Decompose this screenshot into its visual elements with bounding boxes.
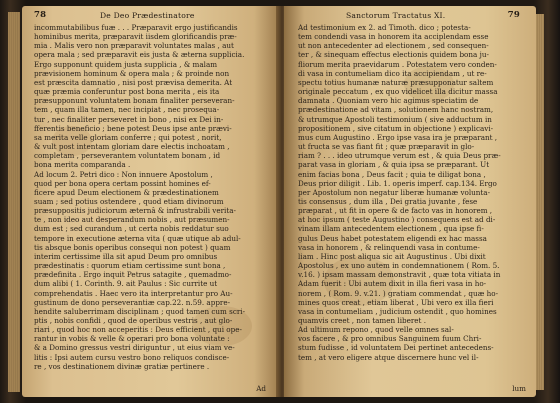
text-line: opera mala ; sed præparavit eis justa & æterna supplicia. (34, 50, 245, 60)
text-line: ptis , nobis confidi , quod de operibus vestris , aut glo- (34, 316, 233, 325)
text-line: norem , ( Rom. 9. v.21. ) gratiam commendat , quæ ho- (298, 288, 499, 298)
text-line: mus cum Augustino . Ergo ipse vasa ira je præparant , (298, 132, 498, 142)
text-line: mia . Malis vero non præparavit voluntates malas , aut (34, 41, 234, 51)
text-line: & a Domino gressus vestri diriguntur , ut eius viam ve- (34, 343, 235, 353)
text-line: gustinum de dono perseverantiæ cap.22. n.59. appre- (34, 297, 231, 307)
text-line: litis : Ipsi autem cursu vestro bono reliquos condisce- (34, 352, 230, 362)
text-line: completam , perseverantem voluntatem bonam , id (34, 151, 221, 161)
right-running-head (296, 10, 526, 22)
text-line: per Apostolum non negatur liberæ humanæ volunta- (298, 187, 491, 197)
text-line: damnata . Quoniam vero hic agimus speciatim de (298, 96, 479, 106)
text-line: prædefinita . Ergo inquit Petrus satagite , quemadmo- (34, 270, 232, 280)
text-line: vinam illam antecedentem electionem , qua ipse fi- (298, 224, 484, 234)
right-page (284, 6, 536, 397)
text-line: tempore in executione æterna vita ( quæ utique ab adul- (34, 233, 241, 243)
left-page (22, 6, 280, 397)
text-line: propositionem , sive citatum in objectione ) explicavi- (298, 123, 494, 133)
text-line: spectu totius humanæ naturæ præsupponatur saltem (298, 77, 494, 87)
text-line: at hoc ipsum ( teste Augustino ) consequens est ad di- (298, 215, 496, 225)
left-page-number: 78 (34, 10, 47, 20)
text-line: tur , nec finaliter perseveret in bono , nisi ex Dei in- (34, 114, 224, 124)
text-line: tem condendi vasa in honorem ita acciplendam esse (298, 32, 489, 42)
text-line: suam ; sed potius ostendere , quod etiam divinorum (34, 196, 224, 206)
left-catchword: Ad (256, 384, 266, 393)
text-line: incommutabilibus fuæ . . . Præparavit ergo justificandis (34, 23, 238, 32)
text-line: di vasa in contumeliam dico ita accipiendam , ut re- (298, 68, 487, 78)
text-line: præsuppositis judiciorum æternâ & infrustrabili verita- (34, 206, 236, 216)
right-page-text (298, 23, 501, 362)
text-line: est præscita damnatio , nisi post prævisa demerita. At (34, 77, 233, 87)
text-line: comprehendatis . Haec vero ita interpretantur pro Au- (34, 288, 233, 298)
text-line: Ad ultimum repono , quod velle omnes sal- (298, 325, 454, 335)
left-running-head (34, 10, 270, 22)
text-line: prædestinatis : quorum etiam certissime sunt bona , (34, 261, 226, 271)
text-line: interim certissime illa sit apud Deum pro omnibus (34, 251, 218, 261)
text-line: tis consensus , dum illa , Dei gratia juvante , fese (298, 196, 478, 206)
text-line: riam ? . . . ideo utrumque verum est , & quia Deus præ- (298, 151, 501, 161)
text-line: tem , quam illa tamen, nec incipiat , nec prosequa- (34, 105, 220, 115)
text-line: Apostolus , ex uno autem in condemnationem ( Rom. 5. (298, 261, 500, 271)
text-line: fferentis beneficio ; bene potest Deus ipse ante prævi- (34, 123, 232, 133)
text-line: tem , at vero eligere atque discernere hunc vel il- (298, 352, 479, 362)
text-line: ter , & sinequam effectus electionis quidem bona ju- (298, 50, 489, 60)
right-page-number: 79 (507, 10, 520, 20)
text-line: mines quos creat , etiam liberat , Ubi vero ex illa fieri (298, 297, 494, 307)
text-line: vasa in honorem , & relinquendi vasa in contume- (298, 242, 480, 252)
text-line: tis absque bonis operibus consequi non potest ) quam (34, 242, 231, 252)
text-line: præsupponunt voluntatem bonam finaliter perseveran- (34, 96, 235, 106)
text-line: Ad locum 2. Petri dico : Non innuere Apostolum , (34, 169, 213, 179)
text-line: dum est ; sed curandum , ut certa nobis reddatur suo (34, 224, 229, 234)
text-line: Deus prior diligit . Lib. 1. operis imperf. cap.134. Ergo (298, 178, 497, 188)
text-line: re , vos destinationem divinæ gratiæ pertinere . (34, 361, 210, 371)
text-line: Ad testimonium ex 2. ad Timoth. dico ; potesta- (298, 23, 471, 32)
text-line: gulus Deus habet potestatem eligendi ex hac massa (298, 233, 487, 243)
text-line: stum fudisse , id voluntatem Dei pertinet antecedens- (298, 343, 494, 353)
text-line: hominibus merita, præparavit iisdem glorificandis præ- (34, 32, 237, 42)
text-line: Ergo supponunt quidem justa supplicia , & malam (34, 59, 218, 69)
text-line: enim facias bona , Deus facit ; quia te diligat bona , (298, 169, 486, 179)
text-line: Adam fuerit : Ubi autem dixit in illa fieri vasa in ho- (298, 279, 487, 289)
text-line: sa merita velle gloriam conferre ; qui potest , norit, (34, 132, 222, 142)
page-edges-left (8, 12, 20, 392)
text-line: bona merita comparanda . (34, 160, 131, 170)
text-line: riari , quod hoc non acceperitis : Deus efficient , qui ope- (34, 325, 242, 335)
right-catchword: lum (512, 384, 526, 393)
text-line: prædestinatione ad vitam , solutionem hanc nostram, (298, 105, 494, 115)
text-line: ut fructa se vas fiant fit ; quæ præparavit in glo- (298, 142, 475, 152)
text-line: ficere apud Deum electionem & prædestinationem (34, 187, 219, 197)
text-line: quæ præmia conferuntur post bona merita , eis ita (34, 87, 220, 97)
text-line: originale peccatum , ex quo videlicet illa dicitur massa (298, 87, 498, 97)
left-running-title: De Deo Prædestinatore (100, 11, 195, 20)
text-line: te , non ideo aut desperandum nobis , aut præsumen- (34, 215, 230, 225)
text-line: dum alibi ( 1. Corinth. 9. ait Paulus : Sic currite ut (34, 279, 218, 289)
text-line: rantur in vobis & velle & operari pro bona voluntate : (34, 334, 230, 344)
text-line: & utrumque Apostoli testimonium ( sive adductum in (298, 114, 492, 124)
text-line: v.16. ) ipsam massam demonstravit , quæ tota vitiata in (298, 270, 501, 280)
text-line: liam . Hinc post aliqua sic ait Augustinus . Ubi dixit (298, 251, 486, 261)
right-running-title: Sanctorum Tractatus XI. (346, 11, 446, 20)
text-line: vos facere , & pro omnibus Sanguinem fuum Chri- (298, 334, 482, 344)
text-line: quod per bona opera certam possint homines ef- (34, 178, 211, 188)
text-line: ut non antecedenter ad electionem , sed consequen- (298, 41, 489, 51)
text-line: præparat , ut fit in opere & de facto vas in honorem , (298, 206, 493, 216)
text-line: quamvis creet , non tamen liberet . (298, 316, 426, 325)
text-line: prævisionem hominum & opera mala ; & proinde non (34, 68, 230, 78)
text-line: & vult post intentam gloriam dare electis inchoatam , (34, 142, 230, 152)
text-line: fliorum merita praevidarum . Potestatem vero conden- (298, 59, 497, 69)
text-line: vasa in contumeliam , judicium ostendit , quo homines (298, 306, 497, 316)
left-page-text (34, 23, 245, 371)
text-line: parat vasa in gloriam , & quia ipsa se præparant. Ut (298, 160, 490, 170)
text-line: hendite saluberrimam disciplinam ; quod tamen cum scri- (34, 306, 246, 316)
